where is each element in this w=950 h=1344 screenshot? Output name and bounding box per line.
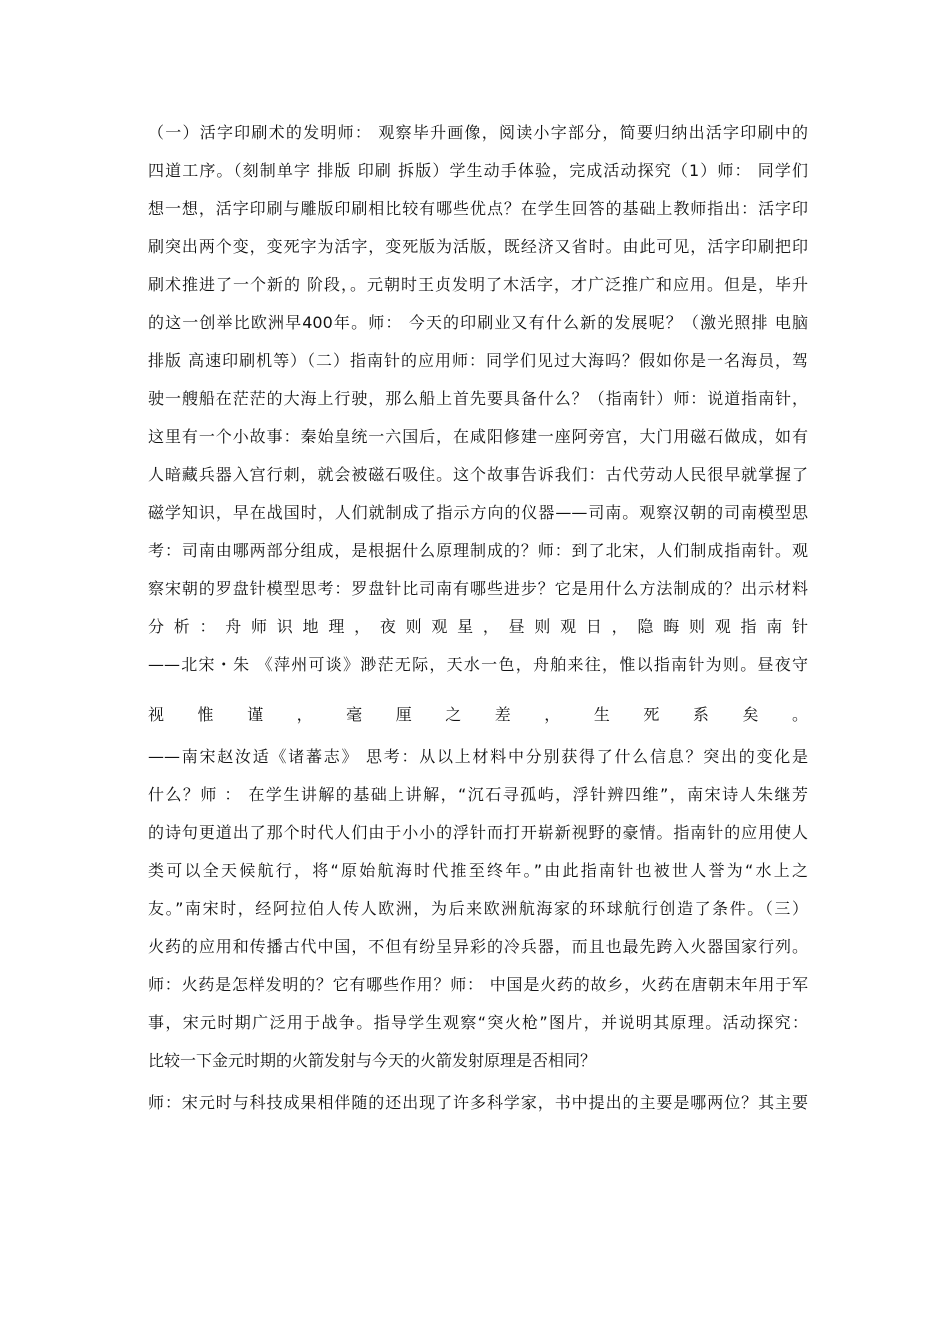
text-line: 刷术推进了一个新的 阶段，。元朝时王贞发明了木活字，才广泛推广和应用。但是，毕升 <box>148 275 808 294</box>
text-line: 驶一艘船在茫茫的大海上行驶，那么船上首先要具备什么？（指南针）师：说道指南针， <box>148 389 808 408</box>
text-line: 类可以全天候航行，将“原始航海时代推至终年。”由此指南针也被世人誉为“水上之 <box>148 861 808 880</box>
text-line: ——北宋・朱 《萍州可谈》渺茫无际，天水一色，舟舶来往，惟以指南针为则。昼夜守 <box>148 655 808 674</box>
text-line: 排版 高速印刷机等）（二）指南针的应用师：同学们见过大海吗？假如你是一名海员，驾 <box>148 351 808 370</box>
text-line: 比较一下金元时期的火箭发射与今天的火箭发射原理是否相同？ <box>148 1051 597 1070</box>
text-line: 分 析 ： 舟 师 识 地 理 ， 夜 则 观 星 ， 昼 则 观 日 ， 隐 晦 则 观 指 南 针 <box>148 617 808 636</box>
text-line: 火药的应用和传播古代中国，不但有纷呈异彩的冷兵器，而且也最先跨入火器国家行列。 <box>148 937 808 956</box>
text-line: 师：火药是怎样发明的？它有哪些作用？师： 中国是火药的故乡，火药在唐朝末年用于军 <box>148 975 808 994</box>
text-line: 四道工序。（刻制单字 排版 印刷 拆版）学生动手体验，完成活动探究（1）师： 同学们 <box>148 161 808 180</box>
text-line: 视 惟 谨 ， 毫 厘 之 差 ， 生 死 系 矣 。 <box>148 705 808 724</box>
text-line: 人暗藏兵器入宫行刺，就会被磁石吸住。这个故事告诉我们：古代劳动人民很早就掌握了 <box>148 465 808 484</box>
text-line: 磁学知识，早在战国时，人们就制成了指示方向的仪器——司南。观察汉朝的司南模型思 <box>148 503 808 522</box>
text-line: ——南宋赵汝适《诸蕃志》 思考：从以上材料中分别获得了什么信息？突出的变化是 <box>148 747 808 766</box>
text-line: 想一想，活字印刷与雕版印刷相比较有哪些优点？在学生回答的基础上教师指出：活字印 <box>148 199 808 218</box>
text-line: 考：司南由哪两部分组成，是根据什么原理制成的？师：到了北宋，人们制成指南针。观 <box>148 541 808 560</box>
text-line: 事，宋元时期广泛用于战争。指导学生观察“突火枪”图片，并说明其原理。活动探究： <box>148 1013 808 1032</box>
text-line: 什么？师 ： 在学生讲解的基础上讲解，“沉石寻孤屿，浮针辨四维”，南宋诗人朱继芳 <box>148 785 808 804</box>
text-line: 察宋朝的罗盘针模型思考：罗盘针比司南有哪些进步？它是用什么方法制成的？出示材料 <box>148 579 808 598</box>
text-line: 这里有一个小故事：秦始皇统一六国后，在咸阳修建一座阿旁宫，大门用磁石做成，如有 <box>148 427 808 446</box>
text-line: 师：宋元时与科技成果相伴随的还出现了许多科学家，书中提出的主要是哪两位？其主要 <box>148 1093 808 1112</box>
text-line: 的诗句更道出了那个时代人们由于小小的浮针而打开崭新视野的豪情。指南针的应用使人 <box>148 823 808 842</box>
text-line: （一）活字印刷术的发明师： 观察毕升画像，阅读小字部分，简要归纳出活字印刷中的 <box>148 123 808 142</box>
text-line: 友。”南宋时，经阿拉伯人传人欧洲，为后来欧洲航海家的环球航行创造了条件。（三） <box>148 899 808 918</box>
text-line: 的这一创举比欧洲早400年。师： 今天的印刷业又有什么新的发展呢？（激光照排 电脑 <box>148 313 808 332</box>
text-line: 刷突出两个变，变死字为活字，变死版为活版，既经济又省时。由此可见，活字印刷把印 <box>148 237 808 256</box>
